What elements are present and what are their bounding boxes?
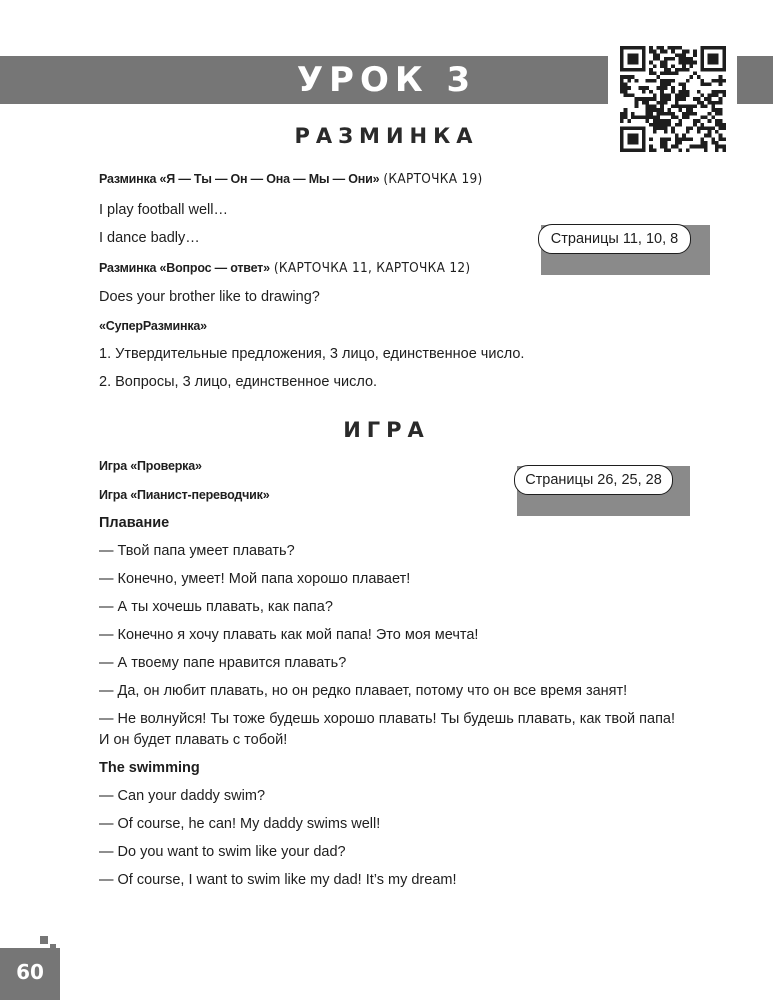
card-reference: (КАРТОЧКА 11, КАРТОЧКА 12) [273,260,471,276]
dialog-line: — Can your daddy swim? [99,788,266,804]
page-reference-game: Страницы 26, 25, 28 [514,465,673,495]
dialog-line: — Конечно я хочу плавать как мой папа! Это моя мечта! [99,627,479,643]
game-label: Разминка «Я — Ты — Он — Она — Мы — Они» [99,172,380,186]
section-title-game: ИГРА [343,418,430,442]
warmup-line: I dance badly… [99,230,200,246]
dialog-line: — Of course, he can! My daddy swims well! [99,816,381,832]
card-reference: (КАРТОЧКА 19) [383,171,483,187]
numbered-item: 1. Утвердительные предложения, 3 лицо, единственное число. [99,346,525,362]
dialog-line: И он будет плавать с тобой! [99,732,288,748]
dialog-line: — Твой папа умеет плавать? [99,543,295,559]
section-title-warmup: РАЗМИНКА [294,124,479,148]
dialog-line: — Не волнуйся! Ты тоже будешь хорошо плавать! Ты будешь плавать, как твой папа! [99,711,676,727]
warmup-game1 [99,170,483,188]
dialog-line: — Конечно, умеет! Мой папа хорошо плавает! [99,571,411,587]
dialog-line: — Do you want to swim like your dad? [99,844,346,860]
dialog-line: — Да, он любит плавать, но он редко плавает, потому что он все время занят! [99,683,628,699]
dialog-line: — А твоему папе нравится плавать? [99,655,347,671]
dialog-heading-en: The swimming [99,760,200,776]
dialog-heading-ru: Плавание [99,515,170,531]
numbered-item: 2. Вопросы, 3 лицо, единственное число. [99,374,378,390]
super-warmup-label: «СуперРазминка» [99,319,207,333]
lesson-title: УРОК 3 [296,60,477,100]
page-reference-warmup: Страницы 11, 10, 8 [538,224,691,254]
pixel-decoration [40,936,48,944]
game-label: Игра «Проверка» [99,459,202,473]
dialog-line: — Of course, I want to swim like my dad! It’s my dream! [99,872,457,888]
warmup-line: I play football well… [99,202,228,218]
warmup-game2 [99,259,470,277]
game-label: Разминка «Вопрос — ответ» [99,261,270,275]
page-number: 60 [16,960,44,984]
dialog-line: — А ты хочешь плавать, как папа? [99,599,333,615]
game-label: Игра «Пианист-переводчик» [99,488,270,502]
warmup-line: Does your brother like to drawing? [99,289,320,305]
